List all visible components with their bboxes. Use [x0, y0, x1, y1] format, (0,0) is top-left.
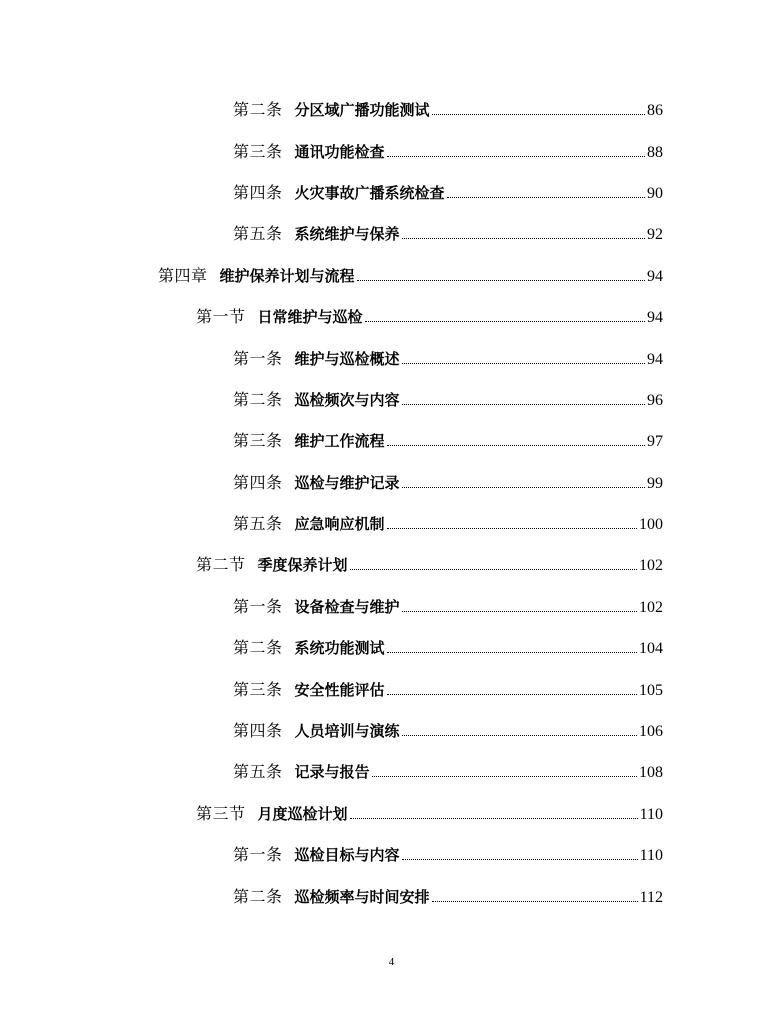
toc-entry[interactable]: [0, 212, 783, 253]
toc-entry-title: 通讯功能检查: [294, 142, 385, 161]
toc-entry-number: 第四条: [233, 472, 283, 492]
toc-entry-line: [233, 139, 663, 162]
toc-entry-title: 维护保养计划与流程: [219, 266, 355, 285]
dot-leader: [372, 776, 637, 777]
toc-entry-line: [233, 470, 663, 493]
toc-entry[interactable]: [0, 254, 783, 295]
dot-leader: [387, 445, 645, 446]
toc-entry[interactable]: [0, 626, 783, 667]
toc-entry-page: 90: [647, 184, 663, 202]
toc-entry-line: [233, 346, 663, 369]
toc-entry-line: [196, 552, 663, 575]
dot-leader: [357, 280, 645, 281]
toc-entry-line: [233, 511, 663, 534]
toc-entry-page: 86: [647, 102, 663, 120]
toc-entry-page: 102: [639, 557, 663, 575]
toc-entry[interactable]: [0, 585, 783, 626]
toc-entry-page: 88: [647, 143, 663, 161]
toc-entry[interactable]: [0, 378, 783, 419]
dot-leader: [402, 404, 645, 405]
toc-entry-line: [233, 97, 663, 120]
toc-entry-title: 安全性能评估: [294, 680, 385, 699]
dot-leader: [387, 694, 637, 695]
toc-entry-line: [233, 428, 663, 451]
dot-leader: [350, 818, 638, 819]
toc-entry-page: 96: [647, 391, 663, 409]
toc-entry-title: 应急响应机制: [294, 515, 385, 534]
toc-entry-title: 巡检与维护记录: [294, 473, 400, 492]
toc-entry-line: [233, 221, 663, 244]
dot-leader: [402, 859, 638, 860]
dot-leader: [402, 487, 645, 488]
dot-leader: [447, 197, 645, 198]
toc-entry-page: 99: [647, 474, 663, 492]
toc-entry-number: 第五条: [233, 224, 283, 244]
toc-entry-page: 100: [639, 516, 663, 534]
toc-entry-title: 分区域广播功能测试: [294, 101, 430, 120]
toc-entry-page: 102: [639, 598, 663, 616]
toc-entry-number: 第四条: [233, 721, 283, 741]
toc-entry-page: 92: [647, 226, 663, 244]
toc-entry-number: 第四章: [158, 265, 208, 285]
toc-entry-title: 系统功能测试: [294, 639, 385, 658]
toc-entry-title: 人员培训与演练: [294, 722, 400, 741]
dot-leader: [402, 735, 637, 736]
dot-leader: [387, 528, 637, 529]
toc-entry-page: 104: [639, 640, 663, 658]
toc-entry-page: 110: [639, 847, 663, 865]
toc-entry-number: 第二节: [196, 555, 246, 575]
toc-entry[interactable]: [0, 295, 783, 336]
toc-entry-number: 第三节: [196, 803, 246, 823]
toc-entry-number: 第一条: [233, 348, 283, 368]
toc-entry-number: 第三条: [233, 679, 283, 699]
toc-entry-number: 第三条: [233, 141, 283, 161]
toc-entry-page: 112: [639, 888, 663, 906]
toc-entry[interactable]: [0, 171, 783, 212]
toc-entry[interactable]: [0, 419, 783, 460]
toc-entry-title: 季度保养计划: [257, 556, 348, 575]
toc-entry-line: [233, 180, 663, 203]
toc-entry-number: 第五条: [233, 762, 283, 782]
dot-leader: [432, 114, 645, 115]
toc-entry[interactable]: [0, 88, 783, 129]
toc-entry-number: 第四条: [233, 182, 283, 202]
toc-entry-title: 维护与巡检概述: [294, 349, 400, 368]
toc-entry-line: [158, 263, 663, 286]
toc-entry-number: 第二条: [233, 389, 283, 409]
toc-entry[interactable]: [0, 502, 783, 543]
dot-leader: [350, 569, 637, 570]
toc-entry-title: 巡检频率与时间安排: [294, 887, 430, 906]
toc-entry[interactable]: [0, 461, 783, 502]
toc-entry[interactable]: [0, 336, 783, 377]
toc-entry-title: 火灾事故广播系统检查: [294, 183, 445, 202]
toc-entry[interactable]: [0, 543, 783, 584]
toc-entry-line: [233, 884, 663, 907]
toc-entry-number: 第二条: [233, 638, 283, 658]
toc-entry[interactable]: [0, 833, 783, 874]
toc-entry-line: [196, 801, 663, 824]
toc-entry-line: [233, 387, 663, 410]
toc-entry-title: 设备检查与维护: [294, 597, 400, 616]
page-number: 4: [388, 956, 395, 968]
toc-entry-page: 105: [639, 681, 663, 699]
toc-entry-number: 第二条: [233, 100, 283, 120]
toc-entry-page: 110: [639, 805, 663, 823]
toc-entry-page: 106: [639, 723, 663, 741]
dot-leader: [387, 652, 637, 653]
toc-entry-title: 日常维护与巡检: [257, 308, 363, 327]
toc-entry-line: [233, 759, 663, 782]
toc-entry[interactable]: [0, 709, 783, 750]
toc-entry[interactable]: [0, 667, 783, 708]
toc-entry-title: 巡检频次与内容: [294, 390, 400, 409]
toc-entry-title: 巡检目标与内容: [294, 846, 400, 865]
toc-entry[interactable]: [0, 750, 783, 791]
toc-entry-number: 第一条: [233, 596, 283, 616]
toc-entry-line: [233, 718, 663, 741]
toc-entry-number: 第二条: [233, 886, 283, 906]
toc-entry-line: [233, 635, 663, 658]
toc-entry[interactable]: [0, 792, 783, 833]
toc-entry[interactable]: [0, 874, 783, 915]
toc-entry-line: [233, 677, 663, 700]
dot-leader: [365, 321, 645, 322]
dot-leader: [402, 238, 645, 239]
dot-leader: [402, 363, 645, 364]
toc-entry-line: [196, 304, 663, 327]
dot-leader: [402, 611, 637, 612]
toc-entry-title: 记录与报告: [294, 763, 370, 782]
table-of-contents: [0, 88, 783, 916]
toc-entry-page: 94: [647, 309, 663, 327]
toc-entry-title: 系统维护与保养: [294, 225, 400, 244]
toc-entry-line: [233, 842, 663, 865]
dot-leader: [387, 156, 645, 157]
toc-entry-number: 第三条: [233, 431, 283, 451]
toc-entry-number: 第一条: [233, 845, 283, 865]
toc-entry-page: 94: [647, 350, 663, 368]
toc-entry[interactable]: [0, 129, 783, 170]
toc-entry-line: [233, 594, 663, 617]
toc-entry-page: 97: [647, 433, 663, 451]
dot-leader: [432, 901, 638, 902]
toc-entry-page: 94: [647, 267, 663, 285]
toc-entry-number: 第一节: [196, 307, 246, 327]
toc-entry-title: 月度巡检计划: [257, 804, 348, 823]
toc-entry-number: 第五条: [233, 514, 283, 534]
toc-entry-page: 108: [639, 764, 663, 782]
toc-entry-title: 维护工作流程: [294, 432, 385, 451]
